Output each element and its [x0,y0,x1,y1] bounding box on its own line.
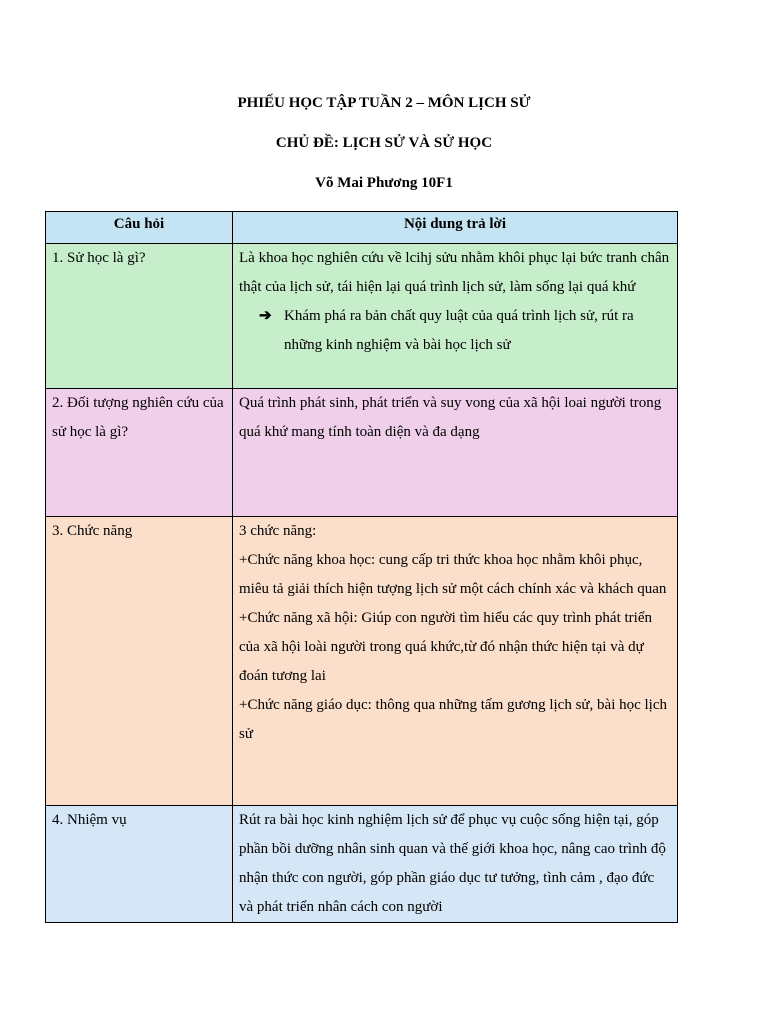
table-row [46,244,678,389]
answer-line: +Chức năng khoa học: cung cấp tri thức khoa học nhằm khôi phục, miêu tả giải thích hiện tượng lịch sử một cách chính xác và khách quan [239,552,667,597]
answer-cell [233,244,678,389]
answer-cell [233,517,678,806]
question-text: 1. Sử học là gì? [52,250,146,266]
answer-line: +Chức năng giáo dục: thông qua những tấm gương lịch sử, bài học lịch sử [239,697,668,742]
question-text: 4. Nhiệm vụ [52,812,127,828]
arrow-point-text: Khám phá ra bản chất quy luật của quá trình lịch sử, rút ra những kinh nghiệm và bài học lịch sử [284,308,634,353]
arrow-point [239,302,671,360]
worksheet-title: PHIẾU HỌC TẬP TUẦN 2 – MÔN LỊCH SỬ [237,95,531,111]
table-row [46,806,678,923]
question-cell [46,389,233,517]
answer-text: Là khoa học nghiên cứu về lcihj sửu nhằm khôi phục lại bức tranh chân thật của lịch sử, tái hiện lại quá trình lịch sử, làm sống lại quá khứ [239,250,670,295]
answer-line: +Chức năng xã hội: Giúp con người tìm hiểu các quy trình phát triển của xã hội loài người trong quá khức,từ đó nhận thức hiện tại và dự đoán tương lai [239,610,652,684]
answer-cell [233,389,678,517]
question-text: 2. Đối tượng nghiên cứu của sử học là gì? [52,395,224,440]
table-row [46,517,678,806]
answer-line: 3 chức năng: [239,523,317,539]
question-cell [46,806,233,923]
question-cell [46,517,233,806]
table-header-row [46,212,678,244]
question-cell [46,244,233,389]
qa-table [45,211,678,923]
answer-text: Quá trình phát sinh, phát triển và suy vong của xã hội loai người trong quá khứ mang tính toàn diện và đa dạng [239,395,662,440]
topic-heading: CHỦ ĐỀ: LỊCH SỬ VÀ SỬ HỌC [275,135,493,151]
answer-text: Rút ra bài học kinh nghiệm lịch sử để phục vụ cuộc sống hiện tại, góp phần bồi dưỡng nhân sinh quan và thế giới khoa học, nâng cao trình độ nhận thức con người, góp phần giáo dục tư tưởng, tình cảm , đạo đức và phát triển nhân cách con người [239,812,666,915]
answer-cell [233,806,678,923]
table-row [46,389,678,517]
header-question: Câu hỏi [46,212,233,244]
header-answer: Nội dung trả lời [233,212,678,244]
arrow-right-icon: ➔ [259,308,272,324]
question-text: 3. Chức năng [52,523,133,539]
author-line: Võ Mai Phương 10F1 [315,175,453,191]
